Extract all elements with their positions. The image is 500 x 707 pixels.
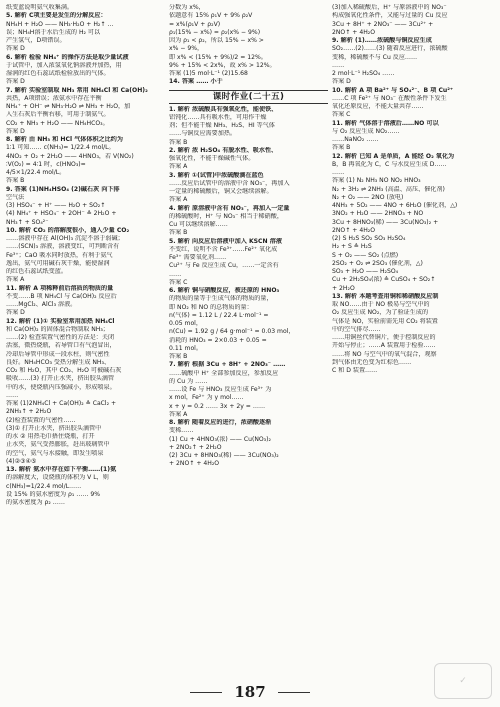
text-line: H₂ + S ≜ H₂S: [332, 243, 372, 251]
text-line: ……(SCN)₃ 溶液，溶液变红，可判断含有: [6, 243, 120, 251]
text-line: N₂ + 3H₂ ⇌ 2NH₃ (高温、高压、催化剂): [332, 185, 445, 193]
text-line: NH₄H + H₂O —— NH₃·H₂O + H₂↑ …: [6, 20, 114, 28]
text-line: 2NH₃↑ + 2H₂O: [6, 408, 52, 416]
text-line: 依题意有 15% ρ₁V + 9% ρ₂V: [169, 12, 253, 20]
text-line: 10. 解析 CO₂ 的溶解度很小，通入少量 CO₂: [6, 226, 130, 234]
text-line: ……设 Fe 与 HNO₃ 反应生成 Fe³⁺ 为: [169, 386, 272, 393]
text-line: ……NaNO₂ ……: [332, 136, 379, 143]
text-line: + 2H₂O: [332, 284, 355, 292]
text-line: 13. 解析 氨水中存在如下平衡……(1)氨: [6, 466, 117, 473]
text-line: 13. 解析 本题考查用铜和稀硝酸反应制: [332, 292, 439, 300]
column-left: [6, 4, 165, 684]
text-line: ρ₁(15% − x%) = ρ₂(x% − 9%): [169, 28, 261, 36]
text-line: Cu²⁺ 与 Fe 反应生成 Cu，……一定含有: [169, 262, 279, 270]
text-line: (2)检查装置的气密性……: [6, 416, 76, 424]
text-line: SO₂……(2)……(3) 随着反应进行，浓硫酸: [332, 45, 448, 53]
text-line: 4. 解析 原溶液中含有 NO₃⁻，再加入一定量: [169, 204, 290, 212]
text-line: 5. 解析 向反应后溶液中加入 KSCN 溶液: [169, 237, 282, 245]
text-line: 的物质的量等于生成气体的物质的量，: [169, 295, 273, 303]
text-line: CO₂ 和 H₂O，其中 CO₂、H₂O 可被碱石灰: [6, 367, 122, 374]
text-line: 答案 D: [6, 309, 25, 317]
site-watermark-logo: [434, 663, 492, 699]
text-line: 入生石灰后平衡右移，可用于制氨气。: [6, 111, 110, 119]
text-line: 铝钝化……具有吸水性，可用作干燥: [169, 113, 267, 121]
text-line: 不变红，说明不含 Fe³⁺……Fe²⁺ 氧化成: [169, 245, 278, 253]
text-line: 0.05 mol，: [169, 320, 202, 327]
text-line: 答案 A: [6, 276, 25, 284]
text-line: 的 Cu 为 ……: [169, 377, 208, 385]
text-line: 答案 D: [6, 45, 25, 53]
text-line: 强氧化性，不能干燥碱性气体。: [169, 155, 255, 162]
text-line: + 2NO↑ + 4H₂O: [169, 460, 220, 468]
text-line: 答案 (1)5 mol·L⁻¹ (2)15.68: [169, 70, 248, 77]
column-right: [332, 4, 491, 684]
text-line: 误；NH₄H溶于水后生成的 H₂ 可以: [6, 28, 101, 36]
text-line: 14. 答案 …… 小于: [169, 78, 223, 86]
text-line: 和 Ca(OH)₂ 的固体混合物制取 NH₃；: [6, 325, 109, 333]
text-line: 4NH₃ + 5O₂ —— 4NO + 6H₂O (催化剂，△): [332, 202, 458, 209]
text-line: 变稀，稀硫酸不与 Cu 反应……: [332, 53, 418, 61]
text-line: 答案 B: [169, 229, 188, 237]
text-line: 冷却后导管中形成一段水柱，则气密性: [6, 350, 110, 358]
text-line: ……与铜反应需要加热。: [169, 130, 237, 138]
text-line: x mol，Fe²⁺ 为 y mol……: [169, 394, 244, 402]
text-line: ……: [169, 270, 182, 278]
text-line: 答案 (1)2NH₄Cl + Ca(OH)₂ ≜ CaCl₂ +: [6, 400, 117, 407]
text-line: S + O₂ —— SO₂ (点燃): [332, 251, 399, 259]
answer-page: [6, 4, 494, 684]
text-line: 答案 (1) N₂ NH₃ NO NO₂ HNO₃: [332, 177, 421, 185]
text-line: (2) S H₂S SO₂ SO₃ H₂SO₄: [332, 235, 406, 242]
text-line: 共热，A项错误；浓氨水中存在平衡: [6, 94, 102, 102]
text-line: ……: [332, 61, 345, 69]
text-line: 答案 A: [169, 196, 188, 204]
text-line: 止水夹，氨气受热膨胀，赶出玻璃管中: [6, 441, 110, 449]
text-line: ……(2) 检查装置气密性的方法是：关闭: [6, 334, 115, 341]
text-line: 9% + 15% < 2x%，故 x% > 12%。: [169, 61, 276, 69]
text-line: 2. 解析 浓 H₂SO₄ 有脱水性、吸水性、: [169, 146, 278, 154]
text-line: 的溶解度大，设烧瓶的体积为 V L，则: [6, 474, 109, 482]
text-line: 2SO₂ + O₂ ⇌ 2SO₃ (催化剂，△): [332, 259, 423, 267]
page-footer: [0, 683, 500, 701]
text-line: x + y = 0.2 …… 3x + 2y = ……: [169, 402, 266, 410]
text-line: 活塞，微热烧瓶，若导管口有气泡冒出，: [6, 342, 116, 350]
text-line: 的空气，氨气与水接触，即发生喷泉: [6, 449, 104, 457]
text-line: 答案 B: [332, 144, 351, 152]
text-line: ……: [332, 169, 345, 176]
text-line: (3)加入稀硫酸后，H⁺ 与原溶液中的 NO₃⁻: [332, 4, 447, 11]
text-line: Fe³⁺ 需要氧化剂……: [169, 254, 227, 261]
text-line: 分数为 x%，: [169, 4, 205, 11]
text-line: ……用铜丝代替铜片，便于控制反应的: [332, 334, 436, 341]
text-line: ……将 NO 与空气中的氧气混合，观察: [332, 350, 437, 358]
text-line: (3)① 打开止水夹，挤出胶头滴管中: [6, 424, 102, 432]
text-line: 6. 解析 铜与硝酸反应，被还原的 HNO₃: [169, 287, 280, 294]
text-line: 4/5×1/22.4 mol/L。: [6, 169, 66, 176]
text-line: 答案 D: [332, 78, 351, 86]
text-line: 开始与停止；……A 装置用于检验……: [332, 342, 436, 350]
text-line: 2 mol·L⁻¹ H₂SO₄ ……: [332, 70, 395, 77]
text-line: 逸出，氨气可用碱石灰干燥，能使湿润: [6, 259, 110, 267]
text-line: 氧化还原反应，不能大量共存……: [332, 103, 424, 110]
text-line: 1∶1 可知…… c(NH₃)= 1/22.4 mol/L。: [6, 144, 115, 152]
footer-rule-right: [278, 692, 310, 693]
text-line: 8. 解析 由 NH₃ 和 HCl 气体体积之比约为: [6, 136, 123, 143]
text-line: 5. 解析 C项主要是发生的分解反应：: [6, 12, 107, 20]
text-line: 即 x% < (15% + 9%)/2 = 12%。: [169, 53, 267, 61]
text-line: 答案 C: [169, 278, 188, 286]
text-line: 4NO₂ + O₂ + 2H₂O —— 4HNO₃，若 V(NO₂): [6, 152, 134, 160]
text-line: ∶V(O₂) = 4∶1 时，c(HNO₃)=: [6, 160, 86, 168]
text-line: n(Cu) = 1.92 g / 64 g·mol⁻¹ = 0.03 mol，: [169, 328, 295, 336]
text-line: N₂ + O₂ —— 2NO (放电): [332, 193, 404, 201]
text-line: 产生氢气，D项错误。: [6, 37, 66, 44]
text-line: ……C 项 Fe²⁺ 与 NO₃⁻ 在酸性条件下发生: [332, 94, 447, 102]
text-line: ……: [6, 391, 19, 399]
text-line: 设 15% 的氨水密度为 ρ₁ …… 9%: [6, 490, 101, 498]
footer-rule-left: [190, 692, 222, 693]
text-line: 1. 解析 浓硫酸具有强氧化性，能使铁、: [169, 105, 278, 113]
text-line: 的红色石蕊试纸变蓝。: [6, 268, 67, 275]
text-line: (2) 3Cu + 8HNO₃(稀) —— 3Cu(NO₃)₂: [169, 452, 279, 459]
text-line: 变稀……: [169, 427, 194, 435]
text-line: C 和 D 装置……: [332, 367, 378, 374]
text-line: c(NH₃)=1/22.4 mol/L……: [6, 482, 82, 490]
text-line: 11. 解析 A 项稀释前后溶质的物质的量: [6, 284, 114, 292]
text-line: NH₄⁺ + OH⁻ ⇌ NH₃·H₂O ⇌ NH₃ + H₂O，加: [6, 103, 131, 110]
section-title: 课时作业(二十五): [169, 90, 328, 104]
text-line: ……硫酸中 H⁺ 全部参加反应，参加反应: [169, 369, 279, 377]
text-line: 6. 解析 检验 NH₄⁺ 的操作方法是取少量试液: [6, 53, 129, 61]
text-line: 答案 D: [6, 78, 25, 86]
text-line: 消耗的 HNO₃ = 2×0.03 + 0.05 =: [169, 336, 267, 344]
text-line: 于试管中，加入浓氢氧化钠溶液并加热，用: [6, 61, 122, 69]
text-line: 答案 B: [169, 138, 188, 146]
text-line: 中的水，使烧瓶内压强减小，形成喷泉。: [6, 383, 116, 391]
text-line: ……MgCl₂、AlCl₃ 溶液。: [6, 301, 77, 308]
text-line: 取 NO……由于 NO 极易与空气中的: [332, 301, 430, 308]
text-line: = x%(ρ₁V + ρ₂V): [169, 20, 221, 28]
text-line: 良好。NH₄HCO₃ 受热分解生成 NH₃、: [6, 358, 111, 366]
text-line: 3NO₂ + H₂O —— 2HNO₃ + NO: [332, 210, 424, 218]
text-line: 12. 解析 已知 A 是单质，A 能经 O₂ 氧化为: [332, 152, 455, 160]
text-line: 剂；但不能干燥 NH₃、H₂S、HI 等气体: [169, 122, 275, 129]
text-line: 不变……B 项 NH₄Cl 与 Ca(OH)₂ 反应后: [6, 292, 117, 300]
text-line: + 2NO₂↑ + 2H₂O: [169, 443, 222, 451]
text-line: 因为 ρ₁ < ρ₂，所以 15% − x% >: [169, 37, 264, 44]
text-line: 答案 B: [169, 353, 188, 360]
text-line: O₂ 反应生成 NO₂，为了验证生成的: [332, 309, 429, 317]
text-line: 一定量的稀硫酸后，铜又会继续溶解。: [169, 188, 273, 195]
text-line: CO₂ + NH₃ + H₂O —— NH₄HCO₃。: [6, 119, 109, 127]
text-line: 9. 解析 (1)……浓硫酸与铜反应生成: [332, 37, 432, 44]
text-line: 吸收……(3) 打开止水夹，挤出胶头滴管: [6, 375, 115, 383]
text-line: 10. 解析 A 项 Ba²⁺ 与 SO₄²⁻、B 项 Cu²⁺: [332, 86, 454, 94]
text-line: 到气体由无色变为红棕色……: [332, 358, 412, 366]
text-line: 气体是 NO，实验前需先用 CO₂ 将装置: [332, 317, 438, 325]
text-line: 中的空气排尽……: [332, 325, 381, 333]
text-line: 答案 A: [169, 163, 188, 171]
text-line: 的水 ② 用热毛巾捂住烧瓶，打开: [6, 433, 95, 440]
text-line: 答案 B: [6, 177, 25, 185]
text-line: n(气体) = 1.12 L / 22.4 L·mol⁻¹ =: [169, 311, 269, 319]
text-line: 7. 解析 根据 3Cu + 8H⁺ + 2NO₃⁻ ……: [169, 361, 286, 369]
text-line: Cu 可以继续溶解……: [169, 221, 228, 228]
text-line: ……溶液中存在 Al(OH)₃ 沉淀不溶于弱碱；: [6, 235, 124, 242]
text-line: 湿润的红色石蕊试纸检验放出的气体。: [6, 70, 110, 77]
text-line: 9. 答案 (1)NH₄HSO₄ (2)碱石灰 向下排: [6, 185, 120, 193]
text-line: 的氨水密度为 ρ₂ ……: [6, 499, 65, 506]
text-line: B，B 再氧化为 C，C 与水反应生成 D……: [332, 160, 447, 168]
text-line: 3Cu + 8HNO₃(稀) —— 3Cu(NO₃)₂ +: [332, 218, 439, 226]
text-line: 7. 解析 实验室制取 NH₃ 常用 NH₄Cl 和 Ca(OH)₂: [6, 86, 148, 94]
text-line: 答案 D: [6, 127, 25, 135]
text-line: 3Cu + 8H⁺ + 2NO₃⁻ —— 3Cu²⁺ +: [332, 20, 434, 28]
text-line: 与 O₂ 反应生成 NO₂……: [332, 127, 400, 135]
watermark-mark: ✓: [459, 676, 467, 686]
text-line: 0.11 mol。: [169, 344, 202, 352]
text-line: 8. 解析 随着反应的进行，浓硝酸逐渐: [169, 419, 272, 426]
text-line: 纸变蓝说明氨气收集满。: [6, 4, 74, 11]
text-line: ……反应后试管中的溶液中含 NO₃⁻，再加入: [169, 179, 290, 187]
text-line: 即 NO₂ 和 NO 的总物质的量：: [169, 303, 253, 311]
text-line: 2NO↑ + 4H₂O: [332, 28, 376, 36]
text-line: NH₃↑ + SO₄²⁻: [6, 218, 49, 226]
text-line: Fe³⁺；CaO 吸水同时放热，有利于氨气: [6, 251, 113, 259]
page-number: 187: [234, 683, 266, 701]
text-line: (4) NH₄⁺ + HSO₄⁻ + 2OH⁻ ≜ 2H₂O +: [6, 210, 117, 218]
column-middle: [169, 4, 328, 684]
text-line: 的稀硫酸时，H⁺ 与 NO₃⁻ 相当于稀硝酸，: [169, 212, 283, 220]
text-line: 答案 A: [169, 410, 188, 418]
text-line: Cu + 2H₂SO₄(浓) ≜ CuSO₄ + SO₂↑: [332, 276, 436, 284]
text-line: (1) Cu + 4HNO₃(浓) —— Cu(NO₃)₂: [169, 435, 271, 443]
text-line: 构成强氧化性条件，又能与过量的 Cu 反应: [332, 12, 448, 20]
text-line: 11. 解析 气体溶于溶液后……NO 可以: [332, 119, 439, 127]
text-line: 3. 解析 ①(试管)中浓硫酸滴在蓝色: [169, 171, 264, 179]
text-line: 2NO↑ + 4H₂O: [332, 226, 376, 234]
text-line: 12. 解析 (1)① 实验室常用加热 NH₄Cl: [6, 317, 115, 325]
text-line: (3) HSO₄⁻ + H⁺ —— H₂O + SO₂↑: [6, 202, 106, 209]
text-line: 空气法: [6, 193, 25, 201]
text-line: SO₃ + H₂O —— H₂SO₄: [332, 268, 399, 275]
text-line: x% − 9%，: [169, 45, 204, 53]
text-line: (4)②③④⑤: [6, 457, 37, 465]
text-line: 答案 C: [332, 111, 351, 119]
